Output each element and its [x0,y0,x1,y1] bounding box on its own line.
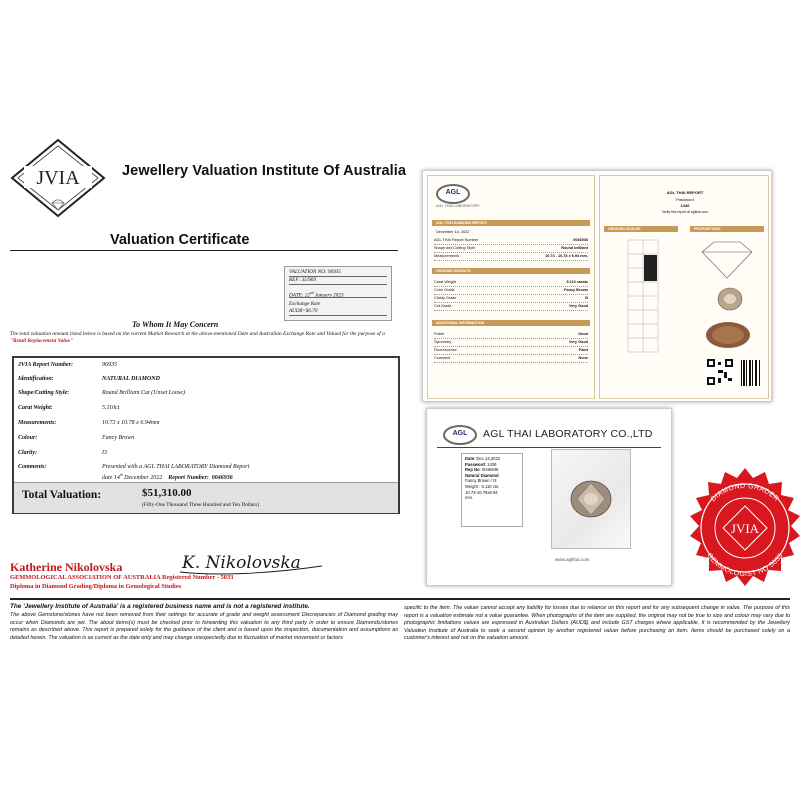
report-row: Carat Weight 5.110 carats [434,280,588,287]
svg-text:DIAMOND GRADER: DIAMOND GRADER [709,482,781,504]
svg-text:JVIA: JVIA [730,521,760,536]
detail-row: JVIA Report Number: 96935 [18,362,117,368]
barcode [740,360,762,386]
proportions-band: PROPORTIONS [690,226,764,232]
qr-code [706,358,734,386]
report-row: Shape and Cutting Style Round brilliant [434,246,588,253]
intro-paragraph: The total valuation amount listed below is based on the current Market Research at the above-mentioned Date and Australian Exchange Rate and Valued for the purpose of a "Retail Replacement Value" [10,331,385,344]
detail-row: Shape/Cutting Style: Round Brilliant Cut (Unset Loose) [18,390,185,396]
agl-logo: AGL [436,184,470,204]
salutation: To Whom It May Concern [132,320,219,329]
diamond-icon [52,200,64,210]
report-row: Measurements 10.73 - 10.78 x 6.94 mm. [434,254,588,261]
purpose-highlight: "Retail Replacement Value" [10,338,74,344]
agl-lab-logo: AGL [443,425,477,445]
valuation-number: VALUATION NO: 96935 [289,269,341,275]
report-row: Cut Grade Very Good [434,304,588,311]
disclaimer-right: specific to the item. The valuer cannot accept any liability for losses due to reliance on this report and for any subsequent change in value. The purpose of this report is a valuation estimate not a value guarantee. When photographs of the item are supplied, the original may not be true to size and colour may vary due to photographic limitations values are expressed in Australian Dollars (AUD$) and include GST charges where applicable. It is recommended by the Jewellery Valuation Institute of Australia to seek a second opinion by another registered valuer before purchasing an item. Items should be purchased solely on a customer's interest and not on the valuation amount. [404,605,790,642]
diamond-image [562,474,620,524]
total-valuation-amount: $51,310.00 [142,487,192,499]
agl-report-right-page [599,175,769,399]
signer-diploma: Diploma in Diamond Grading/Diploma in Gemological Studies [10,583,182,590]
diamond-proportion-diagram [692,236,762,282]
grading-band: GRADING RESULTS [432,268,590,274]
total-valuation-label: Total Valuation: [22,489,102,501]
organization-name: Jewellery Valuation Institute Of Australia [122,163,407,179]
ref-number: REF: 35/969 [289,277,316,283]
valuation-details-table [12,356,400,514]
exchange-rate-label: Exchange Rate [289,301,321,307]
diamond-photo [712,284,748,314]
lab-website: www.aglthai.com [555,557,590,562]
report-row: AGL THAI Report Number 0046936 [434,238,588,245]
report-row: Clarity Grade I3 [434,296,588,303]
disclaimer-left: The above Gemstone/stones have not been removed from their settings for accurate of grade and weight assessment Discrepancies of Diamond grading may occur when Diamonds are set. The about items(s) must be checked prior to forwarding this valuation to any third party in order to ensure Diamonds/stones remains as described above. This report is prepared solely for the guidance of the client and is based upon the inspection, documentation and assumptions as detailed herein. The valuation is as current as the date only and may change unexpectedly due to fluctuation of market movement or factors [10,612,398,641]
detail-row: Comments: Presented with a AGL THAI LABORATORY Diamond Report date 14th December 2022 Report Number: 0046936 [18,464,250,481]
agl-report-photo [422,170,772,402]
total-valuation-band [14,482,398,513]
detail-row: Colour: Fancy Brown [18,435,135,441]
valuation-date: DATE: 22nd January 2023 [289,291,344,299]
signer-credential: GEMMOLOGICAL ASSOCIATION OF AUSTRALIA Registered Number - 5033 [10,574,234,581]
detail-row: Identification: NATURAL DIAMOND [18,376,160,382]
valuation-info-box [284,266,392,321]
report-row: Color Grade Fancy Brown [434,288,588,295]
signer-name: Katherine Nikolovska [10,560,123,574]
report-row: Fluorescence Faint [434,348,588,355]
hologram-seal [704,320,752,350]
total-valuation-words: (Fifty-One Thousand Three Hundred and Ten Dollars) [142,502,259,508]
logo-text: JVIA [36,167,80,189]
report-row: Comment None [434,356,588,363]
footer-divider [10,598,790,600]
title-divider [10,250,398,251]
disclaimer-heading: The 'Jewellery Institute of Australia' is a registered business name and is not a registered institute. [10,603,310,610]
password-label: Password [676,197,694,202]
diamond-case [551,449,631,549]
password-value: 1436 [680,203,690,208]
agl-lab-card-photo [426,408,672,586]
jvia-logo [10,138,106,224]
exchange-rate-value: AUD$=$0.70 [289,308,318,314]
lab-info-card: Date: Dec.14,2022 Password: 1436 Rep No: 0046936 Natural Diamond Fancy Brown / I3 Weight : 5.110 cts. 10.73-10.78x6.94 mm. [461,453,523,527]
svg-text:K. Nikolovska: K. Nikolovska [182,553,301,573]
report-band: AGL THAI DIAMOND REPORT [432,220,590,226]
gemmologist-seal [680,466,800,596]
detail-row: Clarity: I3 [18,450,107,456]
additional-band: ADDITIONAL INFORMATION [432,320,590,326]
report-date: December 14, 2022 [436,230,470,234]
svg-text:GEMMOLOGIST NO 5033: GEMMOLOGIST NO 5033 [705,552,785,579]
lab-title: AGL THAI LABORATORY CO.,LTD [483,428,653,440]
certificate-title: Valuation Certificate [110,232,250,248]
report-row: Symmetry Very Good [434,340,588,347]
report-title: AGL THAI REPORT [666,190,704,195]
detail-row: Measurements: 10.73 x 10.78 x 6.94mm [18,420,160,426]
agl-report-left-page [427,175,595,399]
detail-row: Carat Weight: 5.110ct [18,405,120,411]
verify-text: Verify this report at aglthai.com [661,210,709,214]
grading-scale-chart [608,236,678,356]
lab-title-divider [437,447,661,448]
agl-subtitle: AGL THAI LABORATORY [436,204,480,208]
grading-scales-band: GRADING SCALES [604,226,678,232]
report-row: Polish Good [434,332,588,339]
